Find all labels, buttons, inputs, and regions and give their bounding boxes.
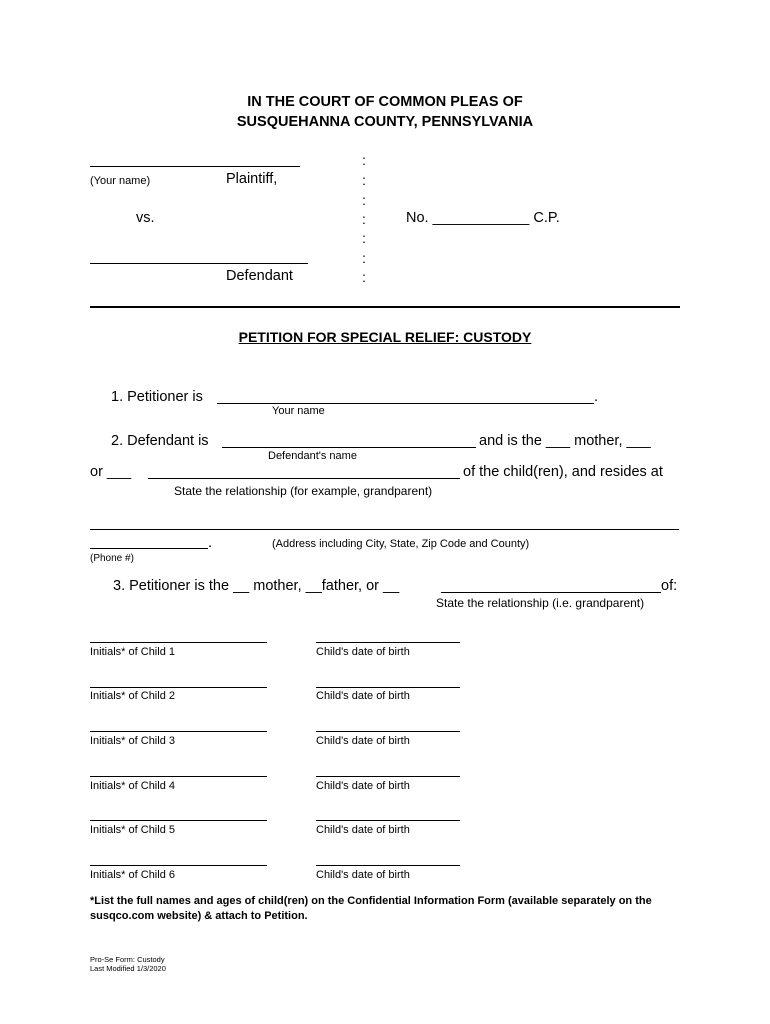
item3-text: 3. Petitioner is the __ mother, __father, or __: [113, 578, 400, 594]
case-number-label: No. ____________ C.P.: [406, 210, 560, 226]
petition-title: PETITION FOR SPECIAL RELIEF: CUSTODY: [238, 329, 532, 345]
phone-line[interactable]: [90, 548, 208, 549]
court-name-line1: IN THE COURT OF COMMON PLEAS OF: [247, 94, 523, 110]
vs-label: vs.: [136, 210, 155, 226]
child-dob-label: Child's date of birth: [316, 824, 410, 836]
child-dob-label: Child's date of birth: [316, 869, 410, 881]
child-initials-line[interactable]: [90, 865, 267, 866]
child-dob-line[interactable]: [316, 820, 460, 821]
caption-colon: :: [362, 230, 366, 246]
defendant-label: Defendant: [226, 268, 293, 284]
caption-colon: :: [362, 172, 366, 188]
phone-hint: (Phone #): [90, 553, 134, 564]
child-initials-label: Initials* of Child 5: [90, 824, 175, 836]
footer-form-name: Pro-Se Form: Custody: [90, 955, 165, 964]
item2-mid: and is the ___ mother, ___: [479, 433, 651, 449]
item2-text: 2. Defendant is: [111, 433, 209, 449]
plaintiff-label: Plaintiff,: [226, 171, 278, 187]
item1-text: 1. Petitioner is: [111, 389, 203, 405]
child-initials-label: Initials* of Child 4: [90, 780, 175, 792]
address-hint: (Address including City, State, Zip Code and County): [272, 538, 530, 550]
child-initials-label: Initials* of Child 3: [90, 735, 175, 747]
child-initials-label: Initials* of Child 1: [90, 646, 175, 658]
caption-colon: :: [362, 211, 366, 227]
child-initials-line[interactable]: [90, 776, 267, 777]
child-dob-line[interactable]: [316, 731, 460, 732]
item3-end: of:: [661, 578, 678, 594]
your-name-label: (Your name): [90, 175, 151, 187]
defendant-name-field-line[interactable]: [222, 447, 476, 448]
petitioner-name-line[interactable]: [217, 403, 594, 404]
child-dob-label: Child's date of birth: [316, 690, 410, 702]
child-initials-line[interactable]: [90, 731, 267, 732]
court-name-line2: SUSQUEHANNA COUNTY, PENNSYLVANIA: [236, 114, 534, 130]
child-dob-label: Child's date of birth: [316, 735, 410, 747]
item2-or: or ___: [90, 464, 132, 480]
caption-colon: :: [362, 152, 366, 168]
address-line[interactable]: [90, 529, 679, 530]
child-dob-line[interactable]: [316, 642, 460, 643]
phone-period: .: [208, 535, 213, 551]
child-initials-line[interactable]: [90, 687, 267, 688]
item2-hint: Defendant's name: [268, 450, 357, 462]
child-initials-label: Initials* of Child 2: [90, 690, 175, 702]
item3-hint: State the relationship (i.e. grandparent): [436, 596, 645, 610]
child-dob-label: Child's date of birth: [316, 780, 410, 792]
item3-relationship-line[interactable]: [441, 592, 661, 593]
caption-colon: :: [362, 192, 366, 208]
child-initials-line[interactable]: [90, 642, 267, 643]
footer-last-modified: Last Modified 1/3/2020: [90, 964, 166, 973]
caption-colon: :: [362, 250, 366, 266]
child-dob-line[interactable]: [316, 776, 460, 777]
child-initials-label: Initials* of Child 6: [90, 869, 175, 881]
footnote: *List the full names and ages of child(ren) on the Confidential Information Form (available separately on the susqco.com website) & attach to Petition.: [90, 895, 652, 922]
caption-divider: [90, 306, 680, 308]
plaintiff-name-line[interactable]: [90, 166, 300, 167]
item2-end: of the child(ren), and resides at: [463, 464, 663, 480]
caption-colon: :: [362, 269, 366, 285]
child-initials-line[interactable]: [90, 820, 267, 821]
item1-hint: Your name: [272, 405, 325, 417]
child-dob-line[interactable]: [316, 687, 460, 688]
defendant-name-line[interactable]: [90, 263, 308, 264]
child-dob-label: Child's date of birth: [316, 646, 410, 658]
item1-period: .: [594, 389, 599, 405]
item2-relationship-hint: State the relationship (for example, grandparent): [174, 484, 433, 498]
relationship-line[interactable]: [148, 478, 460, 479]
child-dob-line[interactable]: [316, 865, 460, 866]
